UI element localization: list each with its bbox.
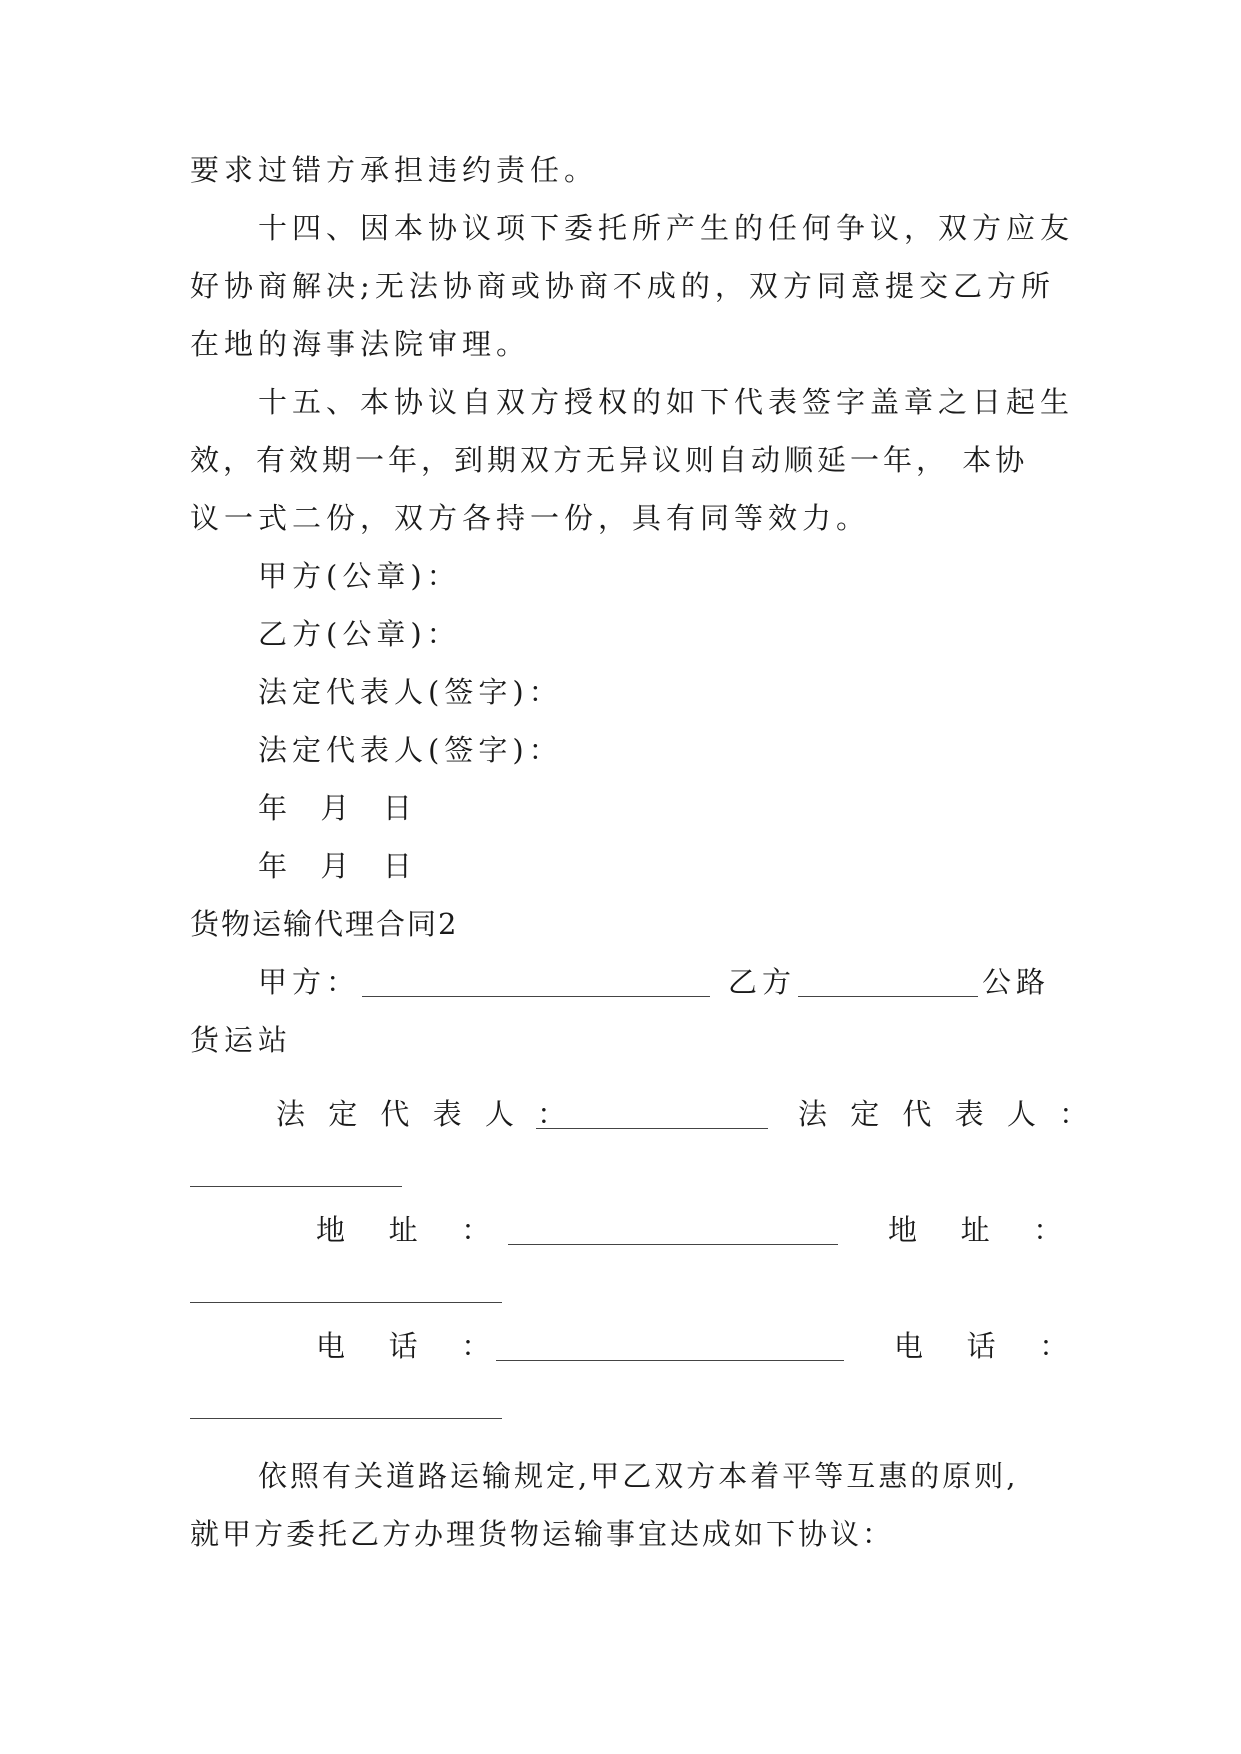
- phone-b-blank: [190, 1418, 502, 1419]
- representative-a-blank: [536, 1128, 768, 1129]
- address-a-blank: [508, 1244, 838, 1245]
- date-line-b: 年 月 日: [258, 849, 417, 883]
- party-b-label: 乙方: [728, 965, 797, 999]
- address-label-b: 地 址 ：: [888, 1213, 1067, 1247]
- address-b-blank: [190, 1302, 502, 1303]
- party-b-suffix: 公路: [982, 965, 1051, 999]
- date-line-a: 年 月 日: [258, 791, 417, 825]
- contract-title: 货物运输代理合同2: [190, 907, 459, 941]
- address-label-a: 地 址 ：: [316, 1213, 495, 1247]
- signature-representative-a: 法定代表人(签字)：: [258, 675, 563, 709]
- representative-label-a: 法 定 代 表 人 ：: [276, 1097, 574, 1131]
- party-a-blank: [362, 996, 710, 997]
- signature-representative-b: 法定代表人(签字)：: [258, 733, 563, 767]
- paragraph-line: 要求过错方承担违约责任。: [190, 153, 599, 187]
- signature-party-b: 乙方(公章)：: [258, 617, 461, 651]
- representative-b-blank: [190, 1186, 402, 1187]
- party-a-label: 甲方：: [258, 965, 361, 999]
- paragraph-line: 在地的海事法院审理。: [190, 327, 531, 361]
- paragraph-line: 依照有关道路运输规定,甲乙双方本着平等互惠的原则,: [258, 1459, 1019, 1493]
- phone-a-blank: [496, 1360, 844, 1361]
- party-b-suffix-continued: 货运站: [190, 1023, 293, 1057]
- paragraph-line: 效，有效期一年，到期双方无异议则自动顺延一年， 本协: [190, 443, 1029, 477]
- party-b-blank: [798, 996, 978, 997]
- paragraph-line: 十四、因本协议项下委托所产生的任何争议，双方应友: [258, 211, 1075, 245]
- paragraph-line: 十五、本协议自双方授权的如下代表签字盖章之日起生: [258, 385, 1075, 419]
- phone-label-b: 电 话 ：: [894, 1329, 1073, 1363]
- paragraph-line: 议一式二份，双方各持一份，具有同等效力。: [190, 501, 871, 535]
- phone-label-a: 电 话 ：: [316, 1329, 495, 1363]
- paragraph-line: 好协商解决;无法协商或协商不成的，双方同意提交乙方所: [190, 269, 1050, 303]
- signature-party-a: 甲方(公章)：: [258, 559, 461, 593]
- representative-label-b: 法 定 代 表 人 ：: [798, 1097, 1096, 1131]
- paragraph-line: 就甲方委托乙方办理货物运输事宜达成如下协议：: [190, 1517, 895, 1551]
